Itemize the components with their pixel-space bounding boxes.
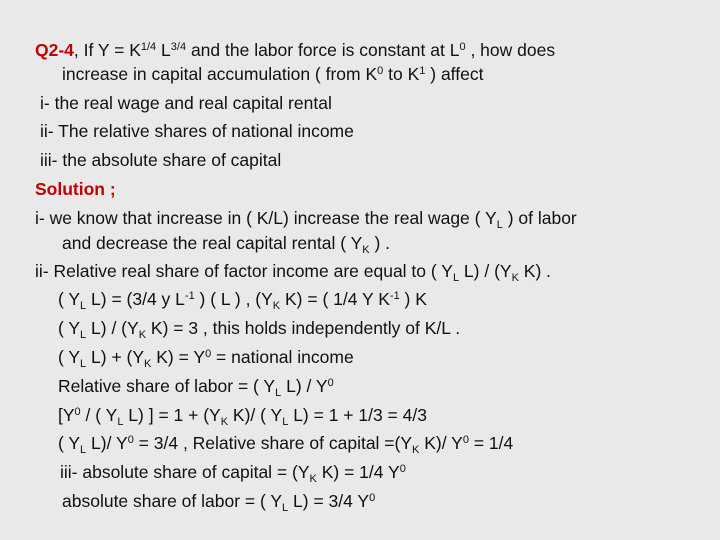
question-item-ii: ii- The relative shares of national income — [40, 121, 354, 141]
solution-heading: Solution ; — [35, 179, 116, 199]
solution-line-4: ( $Y_L$ L) = (3/4 y $L^{-1}$ ) ( L ) , ($Y_K$ K) = ( 1/4 Y $K^{-1}$ ) K — [58, 289, 427, 312]
solution-line-7: Relative share of labor = ( $Y_L$ $L) / Y^0$ — [58, 376, 334, 399]
solution-line-1: i- we know that increase in ( K/L) increase the real wage ( $Y_L$ ) of labor — [35, 208, 577, 231]
solution-line-3: ii- Relative real share of factor income are equal to ( $Y_L$ $L) / (Y_K$ K) . — [35, 261, 552, 284]
solution-line-10: iii- absolute share of capital = ($Y_K$ K) = 1/4 $Y^0$ — [60, 462, 406, 485]
solution-line-11: absolute share of labor = ( $Y_L$ L) = 3/4 $Y^0$ — [62, 491, 376, 514]
question-label: Q2-4 — [35, 40, 74, 60]
solution-line-8: [$Y^0$ / ( $Y_L$ L) ] = $1 + (Y_K$ K)/ ( $Y_L$ L) = 1 + 1/3 = 4/3 — [58, 405, 427, 428]
solution-line-5: ( $Y_L$ $L) / (Y_K$ K) = 3 , this holds independently of K/L . — [58, 318, 461, 341]
question-line-1: Q2-4, If $Y = K^{1/4}$ $L^{3/4}$ and the labor force is constant at $L^0$ , how does — [35, 40, 556, 60]
solution-line-6: ( $Y_L$ $L) + (Y_K$ $K) = Y^0$ = national income — [58, 347, 354, 370]
question-item-i: i- the real wage and real capital rental — [40, 93, 332, 113]
solution-line-2: and decrease the real capital rental ( $Y_K$ ) . — [62, 233, 391, 256]
solution-line-9: ( $Y_L$ L)/ $Y^0 = 3/4$ , Relative share of capital $=(Y_K$ K)/ $Y^0 = 1/4$ — [58, 433, 514, 456]
question-line-2: increase in capital accumulation ( from $K^0$ to $K^1$ ) affect — [62, 64, 484, 84]
question-item-iii: iii- the absolute share of capital — [40, 150, 282, 170]
